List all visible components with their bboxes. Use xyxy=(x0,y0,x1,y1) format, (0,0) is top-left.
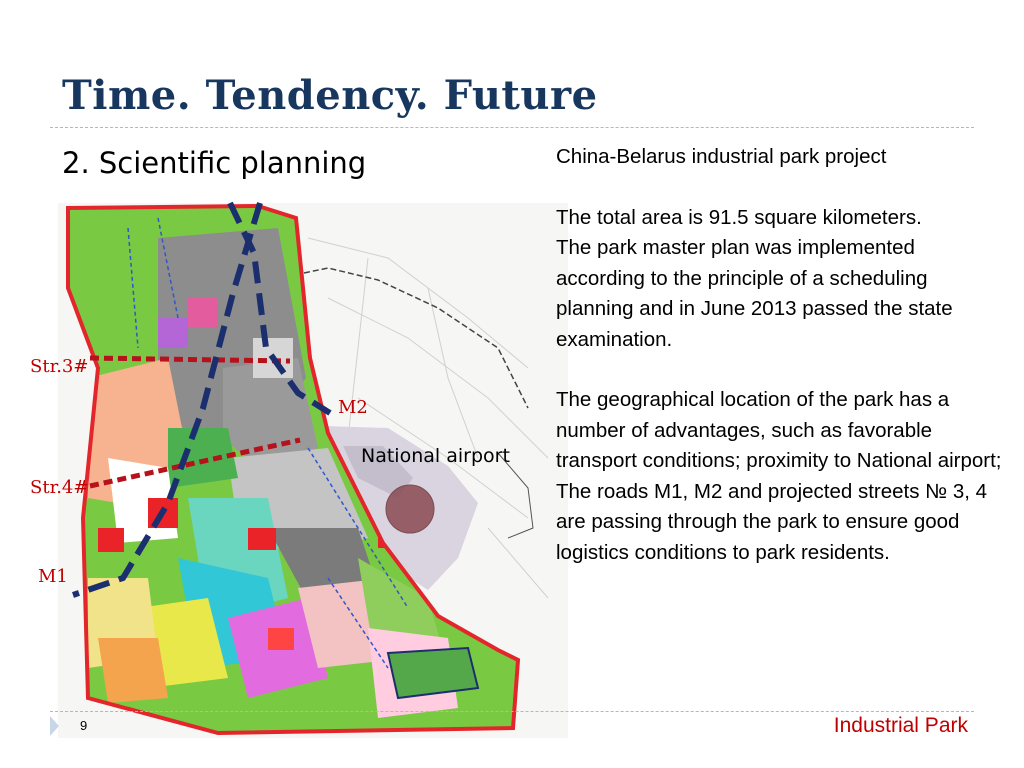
title-divider xyxy=(50,127,974,128)
project-name: China-Belarus industrial park project xyxy=(556,145,887,168)
project-roads: The roads M1, M2 and projected streets № 3, 4 are passing through the park to ensure good logistics conditions to park residents. xyxy=(556,479,988,564)
slide-title: Time. Tendency. Future xyxy=(62,72,598,119)
project-description xyxy=(556,142,1002,568)
project-location: The geographical location of the park has a number of advantages, such as favorable transport conditions; proximity to National airport; xyxy=(556,388,1002,472)
project-plan: The park master plan was implemented according to the principle of a scheduling planning and in June 2013 passed the state examination. xyxy=(556,236,953,351)
page-number: 9 xyxy=(80,718,88,733)
footer-brand: Industrial Park xyxy=(833,714,968,737)
map-svg xyxy=(28,198,568,740)
road-m2-label: M2 xyxy=(338,397,368,418)
slide-subtitle: 2. Scientific planning xyxy=(62,146,367,180)
footer-divider xyxy=(50,711,974,712)
road-m1-label: M1 xyxy=(38,566,68,587)
street-3 xyxy=(90,358,290,361)
street-4-label: Str.4# xyxy=(30,477,89,498)
project-area: The total area is 91.5 square kilometers. xyxy=(556,205,922,229)
airport-label: National airport xyxy=(361,445,510,467)
park-master-plan-map xyxy=(28,198,568,740)
street-3-label: Str.3# xyxy=(30,356,89,377)
airport-marker xyxy=(386,485,434,533)
slide-arrow-icon xyxy=(50,716,59,736)
